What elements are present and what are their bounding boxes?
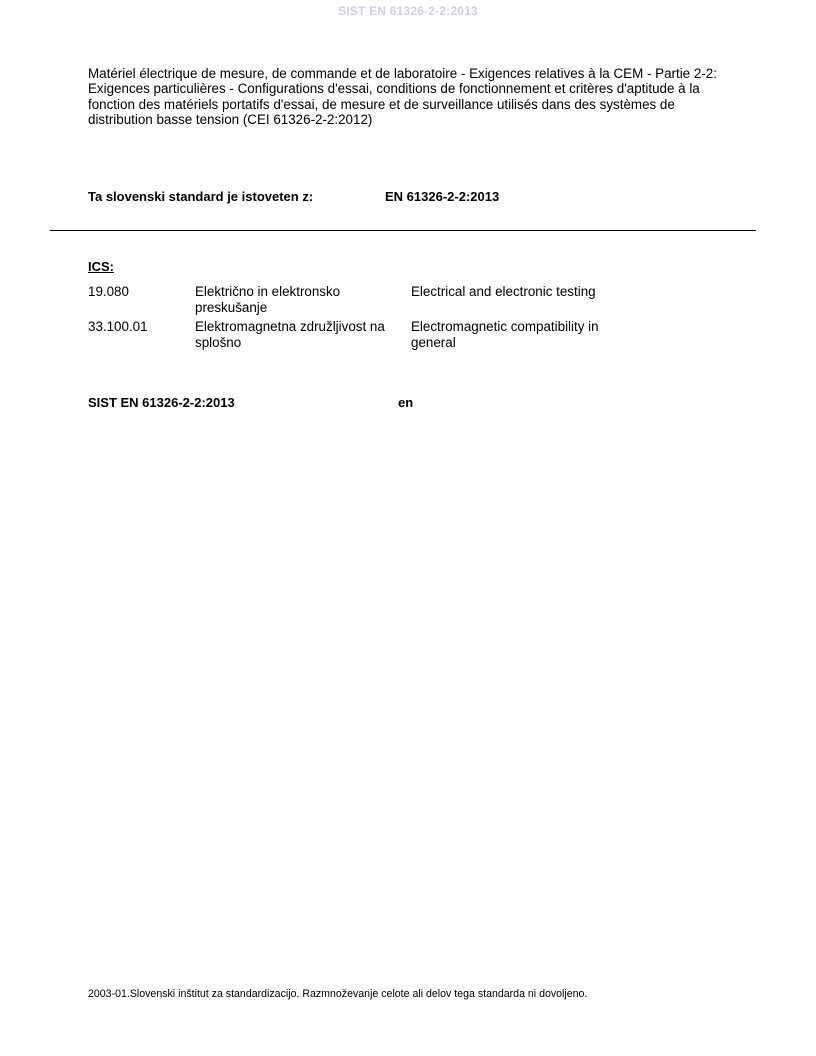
ics-row — [88, 319, 641, 350]
ics-table — [88, 284, 641, 354]
identity-label: Ta slovenski standard je istoveten z: — [88, 189, 314, 204]
language-code: en — [398, 395, 414, 410]
copyright-notice: 2003-01.Slovenski inštitut za standardizacijo. Razmnoževanje celote ali delov tega standarda ni dovoljeno. — [88, 988, 588, 1000]
ics-description-english: Electrical and electronic testing — [411, 284, 596, 299]
standard-number: SIST EN 61326-2-2:2013 — [88, 395, 235, 410]
identity-value: EN 61326-2-2:2013 — [385, 189, 500, 204]
ics-heading: ICS: — [88, 259, 114, 274]
horizontal-divider — [50, 230, 756, 231]
document-title-french: Matériel électrique de mesure, de commande et de laboratoire - Exigences relatives à la CEM - Partie 2-2: Exigences particulières - Configurations d'essai, conditions de fonctionnement et critères d'aptitude à la fonction des matériels portatifs d'essai, de mesure et de surveillance utilisés dans des systèmes de distribution basse tension (CEI 61326-2-2:2012) — [88, 66, 717, 128]
ics-description-slovenian: Elektromagnetna združljivost na splošno — [195, 319, 385, 350]
identity-statement — [88, 189, 499, 204]
watermark-standard-id: SIST EN 61326-2-2:2013 — [338, 4, 478, 18]
ics-code: 33.100.01 — [88, 319, 148, 335]
ics-row — [88, 284, 641, 315]
ics-description-slovenian: Električno in elektronsko preskušanje — [195, 284, 341, 315]
standard-language-line — [88, 395, 413, 410]
ics-description-english: Electromagnetic compatibility in general — [411, 319, 599, 350]
ics-code: 19.080 — [88, 284, 129, 299]
